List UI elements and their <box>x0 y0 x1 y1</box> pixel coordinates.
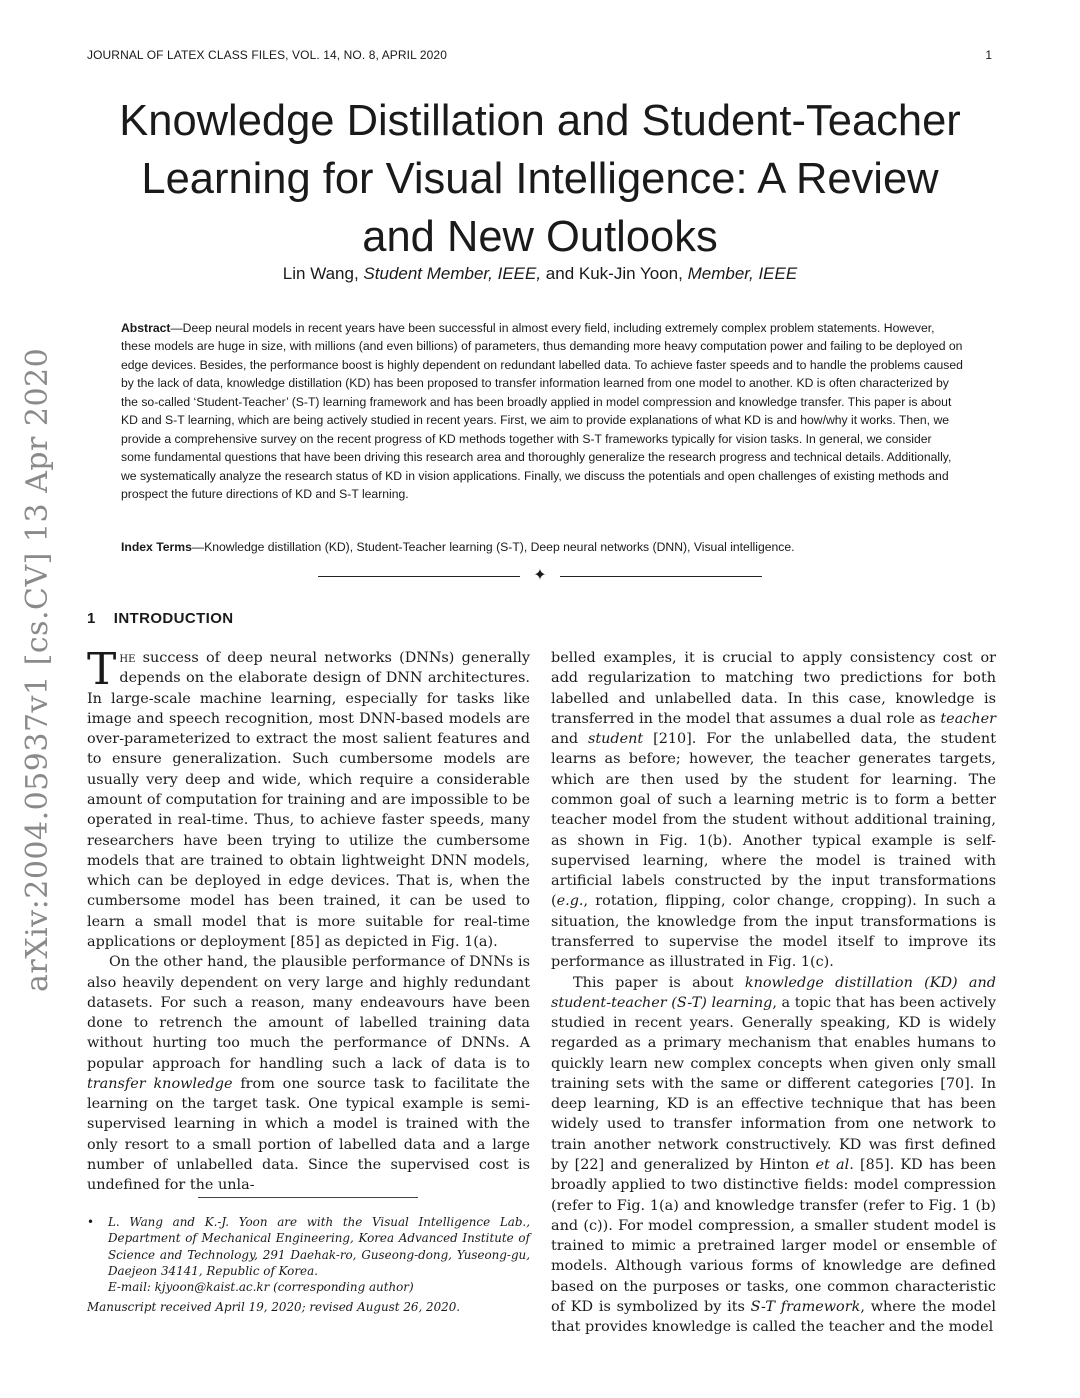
divider-star-icon: ✦ <box>533 567 547 584</box>
paragraph <box>87 952 530 1195</box>
emphasis: e.g. <box>556 893 584 910</box>
index-terms-text: —Knowledge distillation (KD), Student-Teacher learning (S-T), Deep neural networks (DNN), Visual intelligence. <box>191 540 795 554</box>
footnote-bullet-icon: • <box>87 1215 95 1229</box>
email: E-mail: kjyoon@kaist.ac.kr (corresponding author) <box>108 1280 414 1295</box>
index-terms <box>121 540 964 554</box>
author-name: Lin Wang, <box>282 264 364 283</box>
paragraph-text: success of deep neural networks (DNNs) generally depends on the elaborate design of DNN architectures. In large-scale machine learning, especially for tasks like image and speech recognition, most DNN-based models are over-parameterized to extract the most salient features and to ensure generalization. Such cumbersome models are usually very deep and wide, which require a considerable amount of computation for training and are impossible to be operated in real-time. Thus, to achieve faster speeds, many researchers have been trying to utilize the cumbersome models that are trained to obtain lightweight DNN models, which can be deployed in edge devices. That is, when the cumbersome model has been trained, it can be used to learn a small model that is more suitable for real-time applications or deployment [85] as depicted in Fig. 1(a). <box>87 650 530 950</box>
paragraph <box>551 973 996 1338</box>
abstract-text: —Deep neural models in recent years have been successful in almost every field, including extremely complex problem statements. However, these models are huge in size, with millions (and even billions) of parameters, thus demanding more heavy computation power and failing to be deployed on edge devices. Besides, the performance boost is highly dependent on redundant labelled data. To achieve faster speeds and to handle the problems caused by the lack of data, knowledge distillation (KD) has been proposed to transfer information learned from one model to another. KD is often characterized by the so-called ‘Student-Teacher’ (S-T) learning framework and has been broadly applied in model compression and knowledge transfer. This paper is about KD and S-T learning, which are being actively studied in recent years. First, we aim to provide explanations of what KD is and how/why it works. Then, we provide a comprehensive survey on the recent progress of KD methods together with S-T frameworks typically for vision tasks. In general, we consider some fundamental questions that have been driving this research area and thoroughly generalize the research progress and technical details. Additionally, we systematically analyze the research status of KD in vision applications. Finally, we discuss the potentials and open challenges of existing methods and prospect the future directions of KD and S-T learning. <box>121 321 963 502</box>
section-title: INTRODUCTION <box>113 610 234 627</box>
footnote <box>87 1214 530 1295</box>
abstract-label: Abstract <box>121 321 171 335</box>
section-heading <box>87 610 234 627</box>
abstract <box>121 319 964 504</box>
author-line <box>100 264 980 284</box>
right-column <box>551 648 996 1338</box>
paragraph-text: belled examples, it is crucial to apply consistency cost or add regularization to matching two predictions for both labelled and unlabelled data. In this case, knowledge is transferred in the model that assumes a dual role as <box>551 650 996 727</box>
manuscript-note: Manuscript received April 19, 2020; revised August 26, 2020. <box>87 1300 461 1314</box>
paragraph-text: . [85]. KD has been broadly applied to two distinctive fields: model compression (refer to Fig. 1(a) and knowledge transfer (refer to Fig. 1 (b) and (c)). For model compression, a smaller student model is trained to mimic a pretrained larger model or ensemble of models. Although various forms of knowledge are defined based on the purposes or tasks, one common characteristic of KD is symbolized by its <box>551 1157 996 1315</box>
paragraph-text: On the other hand, the plausible performance of DNNs is also heavily dependent on very large and highly redundant datasets. For such a reason, many endeavours have been done to retrench the amount of labelled training data without hurting too much the performance of DNNs. A popular approach for handling such a lack of data is to <box>87 954 530 1072</box>
arxiv-stamp: arXiv:2004.05937v1 [cs.CV] 13 Apr 2020 <box>20 347 55 992</box>
footnote-rule <box>198 1197 418 1198</box>
emphasis: teacher <box>940 710 996 727</box>
paragraph-text: , where the model that provides knowledge is called the teacher and the model <box>551 1299 996 1336</box>
paragraph-text: , a topic that has been actively studied in recent years. Generally speaking, KD is widely regarded as a primary mechanism that enables humans to quickly learn new complex concepts when given only small training sets with the same or different categories [70]. In deep learning, KD is an effective technique that has been widely used to transfer information from one network to train another network constructively. KD was first defined by [22] and generalized by Hinton <box>551 994 996 1174</box>
emphasis: transfer knowledge <box>87 1075 233 1092</box>
paragraph-text: from one source task to facilitate the learning on the target task. One typical example is semi-supervised learning in which a model is trained with the only resort to a small portion of labelled data and a large number of unlabelled data. Since the supervised cost is undefined for the unla- <box>87 1075 530 1194</box>
small-caps-lead: he <box>119 650 136 666</box>
running-head: JOURNAL OF LATEX CLASS FILES, VOL. 14, NO. 8, APRIL 2020 <box>87 48 447 62</box>
paragraph <box>551 648 996 973</box>
emphasis: student <box>587 731 644 748</box>
author-role: Member, IEEE <box>687 264 798 283</box>
divider-line-left <box>318 576 520 577</box>
emphasis: et al <box>815 1157 850 1174</box>
divider-line-right <box>560 576 762 577</box>
author-name: and Kuk-Jin Yoon, <box>541 264 688 283</box>
page-number: 1 <box>985 48 992 62</box>
index-terms-label: Index Terms <box>121 540 192 554</box>
footnote-text <box>108 1214 530 1295</box>
paragraph-text: and <box>551 731 588 748</box>
emphasis: S-T framework <box>750 1299 861 1315</box>
paper-title: Knowledge Distillation and Student-Teacher Learning for Visual Intelligence: A Review and New Outlooks <box>119 97 961 261</box>
drop-cap: T <box>87 644 117 695</box>
emphasis: knowledge distillation (KD) and student-teacher (S-T) learning <box>551 974 996 1011</box>
left-column <box>87 644 530 1196</box>
paragraph-text: This paper is about <box>573 974 745 991</box>
author-role: Student Member, IEEE, <box>363 264 542 283</box>
paragraph <box>87 644 530 952</box>
paragraph-text: , rotation, flipping, color change, cropping). In such a situation, the knowledge from the input transformations is transferred to supervise the model itself to improve its performance as illustrated in Fig. 1(c). <box>551 893 996 971</box>
section-divider <box>318 566 762 586</box>
paragraph-text: [210]. For the unlabelled data, the student learns as before; however, the teacher generates targets, which are then used by the student for learning. The common goal of such a learning metric is to form a better teacher model from the student without additional training, as shown in Fig. 1(b). Another typical example is self-supervised learning, where the model is trained with artificial labels constructed by the input transformations ( <box>551 731 996 910</box>
section-number: 1 <box>87 610 96 627</box>
affiliation: L. Wang and K.-J. Yoon are with the Visual Intelligence Lab., Department of Mechanical Engineering, Korea Advanced Institute of Science and Technology, 291 Daehak-ro, Guseong-dong, Yuseong-gu, Daejeon 34141, Republic of Korea. <box>108 1215 530 1278</box>
